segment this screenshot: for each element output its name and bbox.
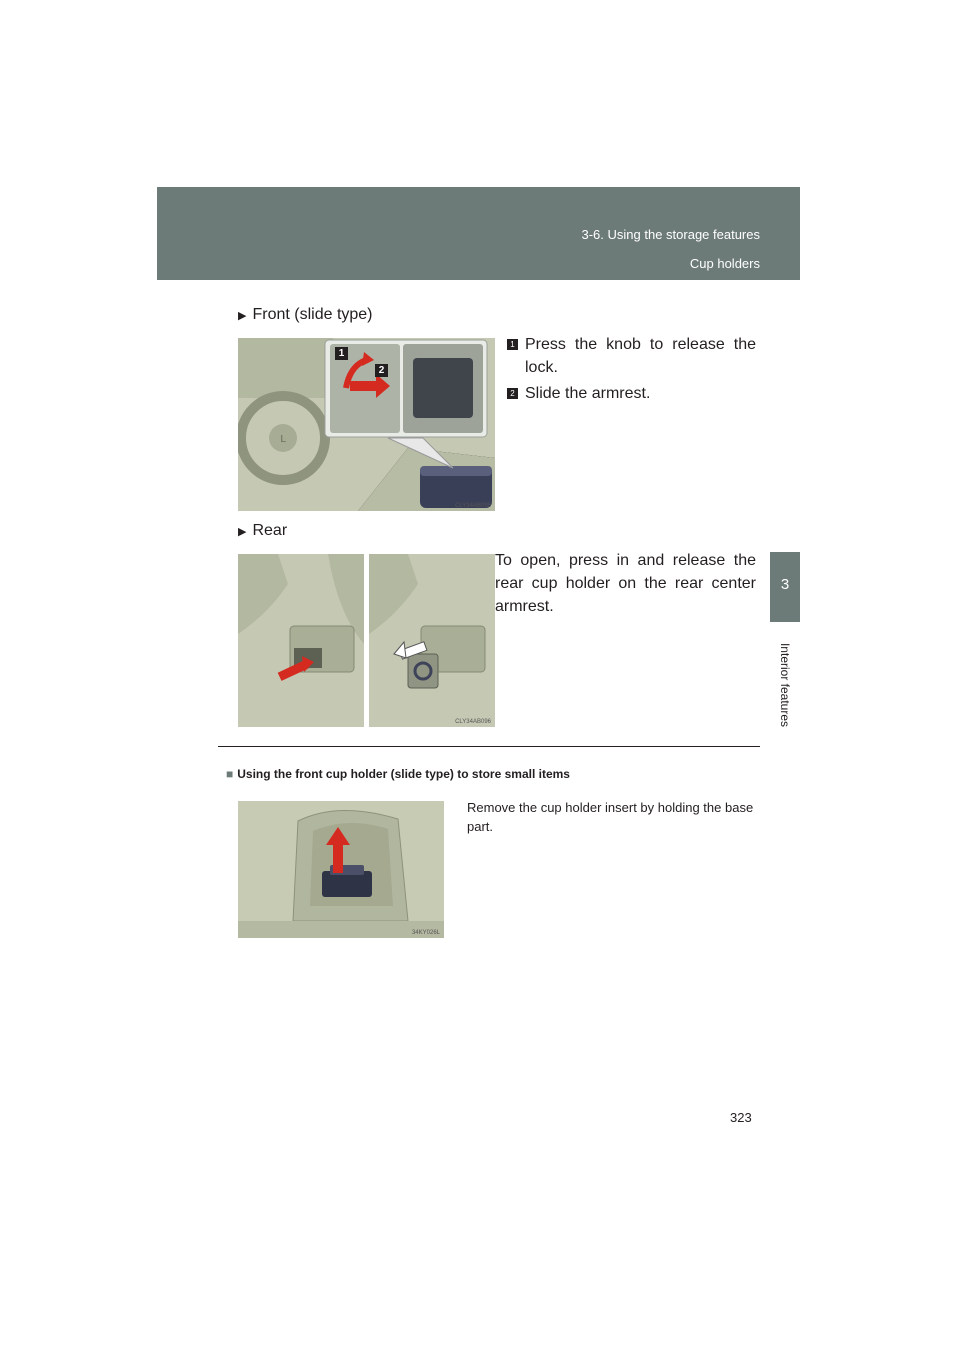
step-2-text: Slide the armrest. <box>525 385 651 402</box>
subsection-title: Cup holders <box>689 256 760 271</box>
note-square-icon: ■ <box>226 767 234 781</box>
triangle-bullet-icon: ▶ <box>238 310 247 322</box>
front-image-code: CLY34AB095 <box>455 503 491 509</box>
rear-instructions: To open, press in and release the rear cup holder on the rear center armrest. <box>495 552 756 615</box>
note-title-text: Using the front cup holder (slide type) to store small items <box>237 767 570 781</box>
page-number: 323 <box>730 1110 752 1125</box>
front-heading <box>238 306 373 324</box>
cup-insert-illustration <box>238 801 444 938</box>
cup-insert-drawing <box>238 801 444 938</box>
front-console-drawing <box>238 338 495 511</box>
note-image-code: 34KY026L <box>411 930 440 936</box>
section-title: 3-6. Using the storage features <box>581 227 760 242</box>
rear-armrest-illustration <box>238 554 495 727</box>
section-divider <box>218 746 760 747</box>
step-1-marker: 1 <box>507 339 518 350</box>
chapter-label-text: Interior features <box>778 642 792 728</box>
page-header <box>157 187 800 280</box>
svg-text:L: L <box>280 434 286 445</box>
rear-armrest-drawing <box>238 554 495 727</box>
step-2-marker: 2 <box>507 388 518 399</box>
front-heading-text: Front (slide type) <box>252 306 373 323</box>
rear-heading-text: Rear <box>252 522 288 539</box>
callout-2: 2 <box>375 364 388 377</box>
chapter-tab <box>770 552 800 622</box>
step-1-text: Press the knob to release the lock. <box>525 336 756 376</box>
triangle-bullet-icon: ▶ <box>238 526 247 538</box>
callout-1: 1 <box>335 347 348 360</box>
chapter-label <box>773 630 797 740</box>
note-title <box>226 767 570 781</box>
front-console-illustration <box>238 338 495 511</box>
note-text: Remove the cup holder insert by holding the base part. <box>467 800 754 834</box>
front-step-2 <box>507 382 756 405</box>
front-step-1 <box>507 333 756 379</box>
chapter-number: 3 <box>780 576 790 593</box>
rear-image-code: CLY34AB096 <box>455 719 491 725</box>
rear-heading <box>238 522 287 540</box>
